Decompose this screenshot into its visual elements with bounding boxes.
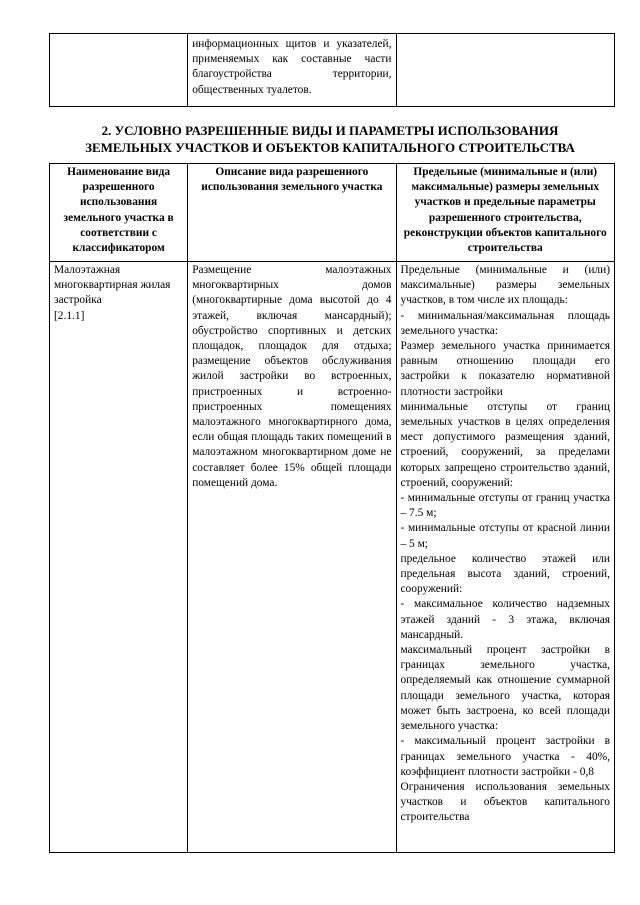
use-description-cell (188, 262, 396, 853)
section-title-line-2: ЗЕМЕЛЬНЫХ УЧАСТКОВ И ОБЪЕКТОВ КАПИТАЛЬНОГО СТРОИТЕЛЬСТВА (85, 140, 575, 155)
header-use-name: Наименование вида разрешенного использования земельного участка в соответствии с классификатором (63, 166, 174, 255)
parameter-paragraph: - максимальный процент застройки в границах земельного участка - 40%, коэффициент плотности застройки - 0,8 (400, 735, 610, 778)
parameter-paragraph: Ограничения использования земельных участков и объектов капитального строительства (400, 780, 610, 824)
header-cell-2 (188, 164, 396, 262)
top-cell-2-text: информационных щитов и указателей, применяемых как составные части благоустройства территории, общественных туалетов. (192, 38, 392, 96)
table-header-row (50, 164, 615, 262)
top-cell-3 (396, 34, 615, 107)
top-table-fragment (49, 33, 615, 107)
parameters-cell (396, 262, 615, 853)
parameter-paragraph: максимальный процент застройки в границах земельного участка, определяемый как отношение суммарной площади земельного участка, которая может быть застроена, ко всей площади земельного участка: (400, 644, 610, 733)
top-cell-2 (188, 34, 396, 107)
use-name: Малоэтажная многоквартирная жилая застройка (54, 264, 171, 307)
header-use-description: Описание вида разрешенного использования земельного участка (201, 166, 383, 194)
table-row (50, 262, 615, 853)
header-cell-3 (396, 164, 615, 262)
section-title (70, 122, 590, 156)
use-description: Размещение малоэтажных многоквартирных домов (многоквартирные дома высотой до 4 этажей, включая мансардный); обустройство спортивных и детских площадок, площадок для отдыха; размещение объектов обслуживания жилой застройки во встроенных, пристроенных и встроенно-пристроенных помещениях малоэтажного многоквартирного дома, если общая площадь таких помещений в малоэтажном многоквартирном доме не составляет более 15% общей площади помещений дома. (192, 264, 392, 489)
parameter-paragraph: - минимальная/максимальная площадь земельного участка: (400, 309, 610, 337)
parameter-paragraph: Размер земельного участка принимается равным отношению площади его застройки к показателю нормативной плотности застройки (400, 340, 610, 398)
use-name-cell (50, 262, 188, 853)
parameter-paragraph: - минимальные отступы от красной линии – 5 м; (400, 522, 610, 550)
parameter-paragraph: Предельные (минимальные и (или) максимальные) размеры земельных участков, в том числе их площадь: (400, 264, 610, 307)
parameter-paragraph: - максимальное количество надземных этажей зданий - 3 этажа, включая мансардный. (400, 598, 610, 641)
use-code: [2.1.1] (54, 309, 85, 322)
permitted-use-table (49, 163, 615, 853)
parameter-paragraph: предельное количество этажей или предельная высота зданий, строений, сооружений: (400, 552, 610, 596)
parameter-paragraph: минимальные отступы от границ земельных участков в целях определения мест допустимого размещения зданий, строений, сооружений, за пределами которых запрещено строительство зданий, строений, сооружений: (400, 400, 610, 489)
section-title-line-1: 2. УСЛОВНО РАЗРЕШЕННЫЕ ВИДЫ И ПАРАМЕТРЫ ИСПОЛЬЗОВАНИЯ (101, 123, 559, 138)
header-parameters: Предельные (минимальные и (или) максимальные) размеры земельных участков и предельные параметры разрешенного строительства, реконструкции объектов капитального строительства (403, 166, 607, 255)
header-cell-1 (50, 164, 188, 262)
top-cell-1 (50, 34, 188, 107)
parameter-paragraph: - минимальные отступы от границ участка – 7.5 м; (400, 492, 610, 520)
parameters-list (401, 263, 611, 826)
